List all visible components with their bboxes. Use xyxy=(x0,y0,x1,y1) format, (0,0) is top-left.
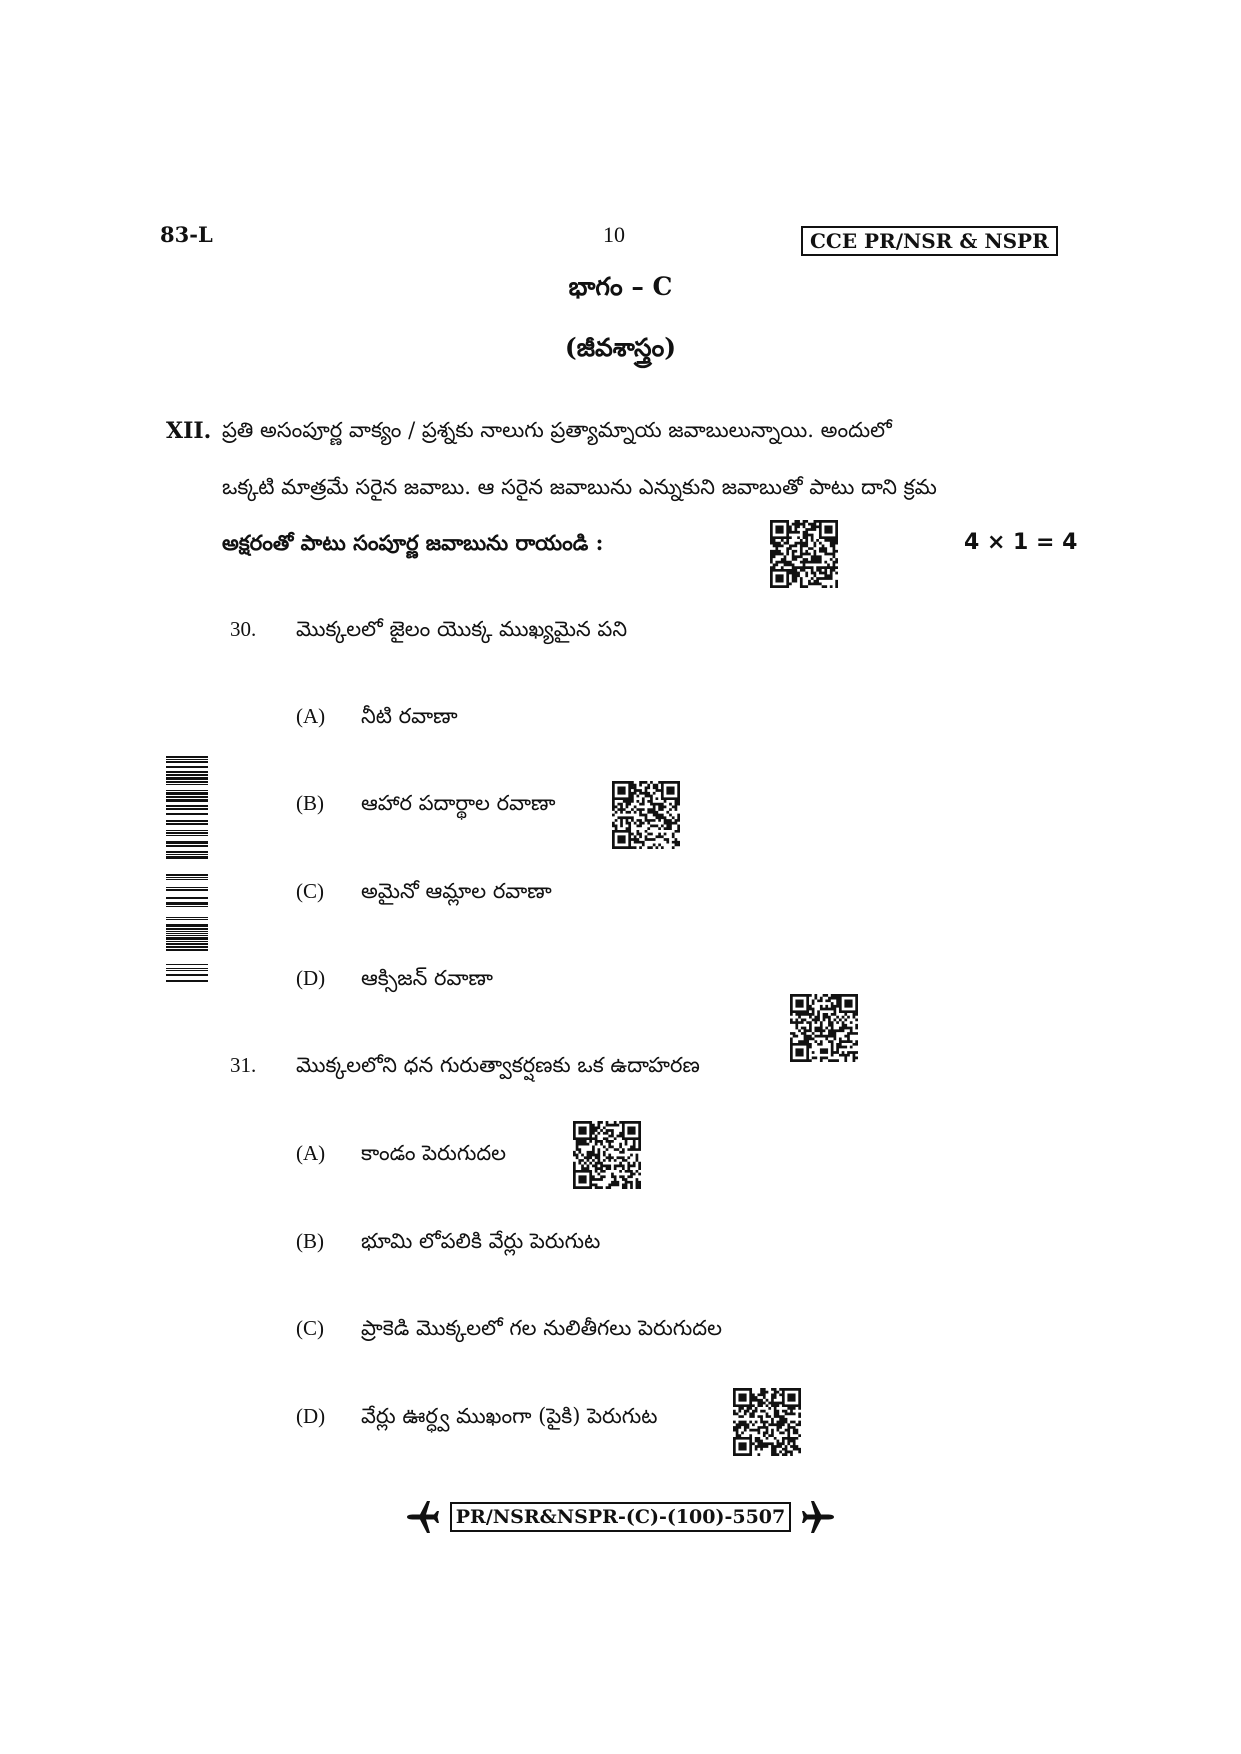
subject-title: (జీవశాస్త్రం) xyxy=(564,333,677,362)
instruction-line-1: ప్రతి అసంపూర్ణ వాక్యం / ప్రశ్నకు నాలుగు ప్రత్యామ్నాయ జవాబులున్నాయి. అందులో xyxy=(222,418,892,442)
page-number: 10 xyxy=(603,222,625,247)
exam-code-box: CCE PR/NSR & NSPR xyxy=(801,226,1058,256)
barcode-icon xyxy=(166,756,208,982)
option-text: కాండం పెరుగుదల xyxy=(361,1141,507,1165)
option-text: భూమి లోపలికి వేర్లు పెరుగుట xyxy=(361,1229,601,1253)
option-text: ఆహార పదార్థాల రవాణా xyxy=(361,791,556,815)
option-text: ఆక్సిజన్ రవాణా xyxy=(361,966,493,990)
instruction-line-2: ఒక్కటి మాత్రమే సరైన జవాబు. ఆ సరైన జవాబును ఎన్నుకుని జవాబుతో పాటు దాని క్రమ xyxy=(222,475,937,499)
question-text: మొక్కలలోని ధన గురుత్వాకర్షణకు ఒక ఉదాహరణ xyxy=(296,1053,700,1077)
paper-code: 83-L xyxy=(160,222,213,247)
option-label: (C) xyxy=(296,879,324,903)
option-label: (A) xyxy=(296,704,326,728)
option-label: (C) xyxy=(296,1316,324,1340)
question-number: 31. xyxy=(230,1053,257,1077)
qr-code-icon xyxy=(612,781,680,849)
section-number: XII. xyxy=(166,418,212,444)
qr-code-icon xyxy=(733,1388,801,1456)
option-text: అమైనో ఆమ్లాల రవాణా xyxy=(361,879,552,903)
instruction-line-3: అక్షరంతో పాటు సంపూర్ణ జవాబును రాయండి : xyxy=(222,530,604,555)
option-label: (B) xyxy=(296,791,324,815)
qr-code-icon xyxy=(573,1121,641,1189)
option-label: (A) xyxy=(296,1141,326,1165)
qr-code-icon xyxy=(790,994,858,1062)
question-number: 30. xyxy=(230,617,257,641)
option-label: (B) xyxy=(296,1229,324,1253)
marks-scheme: 4 × 1 = 4 xyxy=(964,530,1078,555)
option-text: నీటి రవాణా xyxy=(361,704,458,728)
qr-code-icon xyxy=(770,520,838,588)
option-label: (D) xyxy=(296,966,326,990)
footer xyxy=(0,1500,1241,1534)
airplane-icon xyxy=(797,1500,839,1534)
option-text: ప్రాకెడి మొక్కలలో గల నులితీగలు పెరుగుదల xyxy=(361,1316,722,1340)
question-text: మొక్కలలో జైలం యొక్క ముఖ్యమైన పని xyxy=(296,617,628,641)
option-text: వేర్లు ఊర్ధ్వ ముఖంగా (పైకి) పెరుగుట xyxy=(361,1404,658,1428)
option-label: (D) xyxy=(296,1404,326,1428)
footer-code: PR/NSR&NSPR-(C)-(100)-5507 xyxy=(450,1502,792,1532)
airplane-icon xyxy=(402,1500,444,1534)
part-title: భాగం – C xyxy=(568,272,673,301)
